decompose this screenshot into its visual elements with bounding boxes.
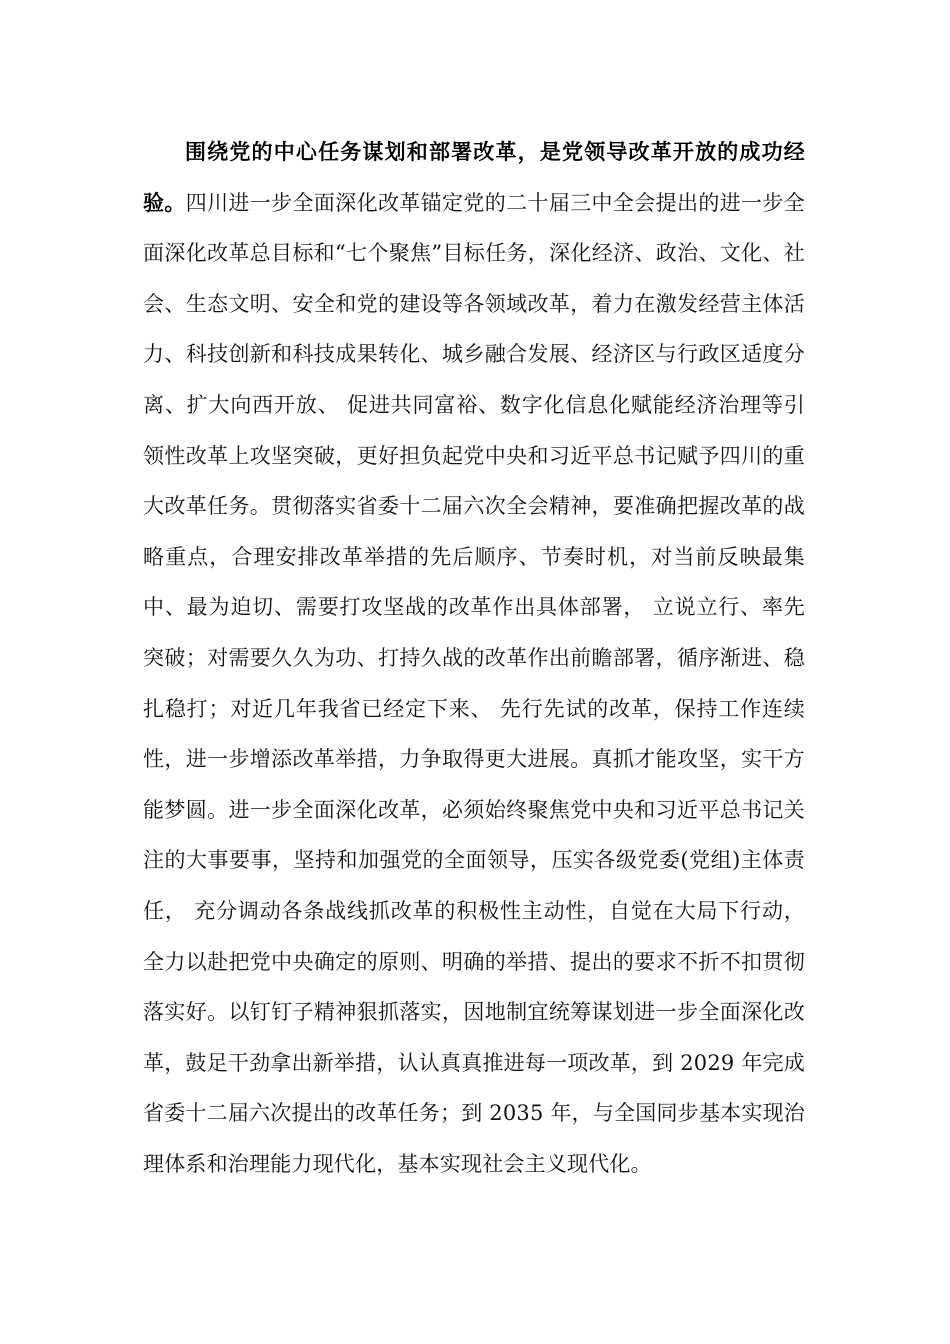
body-paragraph [143, 127, 805, 1189]
lead-sentence: 围绕党的中心任务谋划和部署改革，是党领导改革开放的成功经验。 [143, 139, 805, 215]
paragraph-body-text: 四川进一步全面深化改革锚定党的二十届三中全会提出的进一步全面深化改革总目标和“七个聚焦”目标任务，深化经济、政治、文化、社会、生态文明、安全和党的建设等各领域改革，着力在激发经营主体活力、科技创新和科技成果转化、城乡融合发展、经济区与行政区适度分离、扩大向西开放、 促进共同富裕、数字化信息化赋能经济治理等引领性改革上攻坚突破，更好担负起党中央和习近平总书记赋予四川的重大改革任务。贯彻落实省委十二届六次全会精神，要准确把握改革的战略重点，合理安排改革举措的先后顺序、节奏时机，对当前反映最集中、最为迫切、需要打攻坚战的改革作出具体部署， 立说立行、率先突破；对需要久久为功、打持久战的改革作出前瞻部署，循序渐进、稳扎稳打；对近几年我省已经定下来、 先行先试的改革，保持工作连续性，进一步增添改革举措，力争取得更大进展。真抓才能攻坚，实干方能梦圆。进一步全面深化改革，必须始终聚焦党中央和习近平总书记关注的大事要事，坚持和加强党的全面领导，压实各级党委(党组)主体责任， 充分调动各条战线抓改革的积极性主动性，自觉在大局下行动， 全力以赴把党中央确定的原则、明确的举措、提出的要求不折不扣贯彻落实好。以钉钉子精神狠抓落实，因地制宜统筹谋划进一步全面深化改革，鼓足干劲拿出新举措，认认真真推进每一项改革，到 2029 年完成省委十二届六次提出的改革任务；到 2035 年，与全国同步基本实现治理体系和治理能力现代化，基本实现社会主义现代化。 [143, 190, 805, 1176]
